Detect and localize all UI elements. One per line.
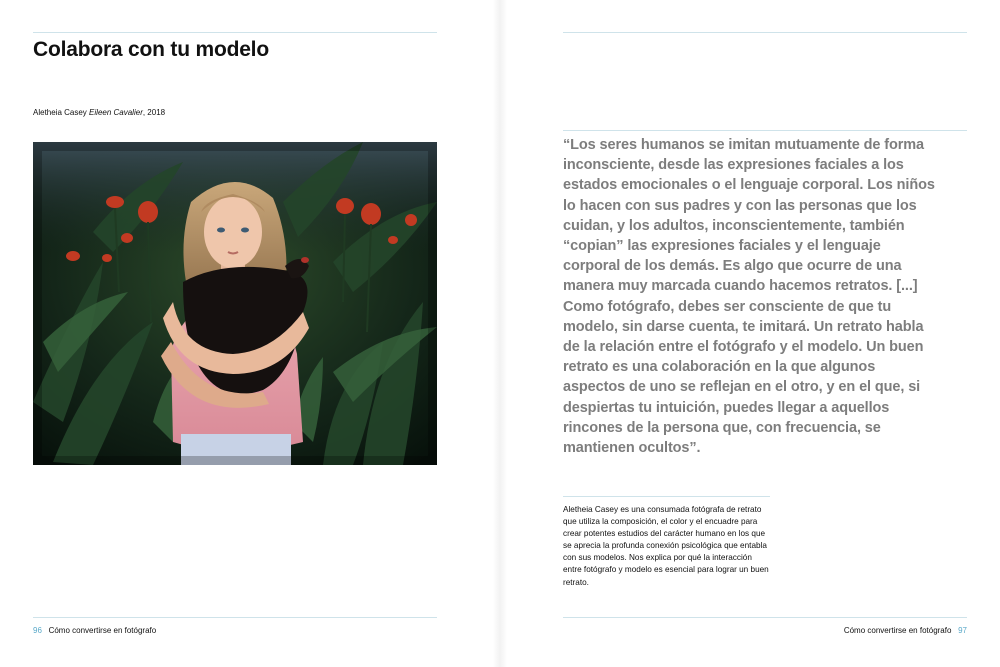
- page-number: 96: [33, 626, 42, 635]
- credit-work: Eileen Cavalier: [89, 108, 143, 117]
- bottom-rule: [33, 617, 437, 618]
- page-title: Colabora con tu modelo: [33, 38, 269, 61]
- credit-year: , 2018: [142, 108, 166, 117]
- quote-rule: [563, 130, 967, 131]
- running-footer: Cómo convertirse en fotógrafo: [843, 626, 952, 635]
- credit-author: Aletheia Casey: [33, 108, 87, 117]
- top-rule: [563, 32, 967, 33]
- top-rule: [33, 32, 437, 33]
- page-number: 97: [958, 626, 967, 635]
- bottom-rule: [563, 617, 967, 618]
- bio-rule: [563, 496, 770, 497]
- folio-left: [33, 626, 156, 635]
- pull-quote: “Los seres humanos se imitan mutuamente de forma inconsciente, desde las expresiones faciales a los estados emocionales o el lenguaje corporal. Los niños lo hacen con sus padres y con las personas que los cuidan, y los adultos, inconscientemente, también “copian” las expresiones faciales y el lenguaje corporal de los demás. Es algo que ocurre de una manera muy marcada cuando hacemos retratos. [...] Como fotógrafo, debes ser consciente de que tu modelo, sin darse cuenta, te imitará. Un retrato habla de la relación entre el fotógrafo y el modelo. Un buen retrato es una colaboración en la que algunos aspectos de uno se reflejan en el otro, y en el que, si despiertas tu intuición, puedes llegar a aquellos rincones de la persona que, con frecuencia, se mantienen ocultos”.: [563, 137, 935, 457]
- portrait-photo: [33, 142, 437, 465]
- running-footer: Cómo convertirse en fotógrafo: [48, 626, 157, 635]
- book-gutter: [493, 0, 507, 667]
- folio-right: [844, 626, 967, 635]
- photographer-bio: Aletheia Casey es una consumada fotógrafa de retrato que utiliza la composición, el color y el encuadre para crear potentes estudios del carácter humano en los que se aprecia la profunda conexión psicológica que entabla con sus modelos. Nos explica por qué la interacción entre fotógrafo y modelo es esencial para lograr un buen retrato.: [563, 505, 769, 587]
- photo-credit: [33, 108, 165, 117]
